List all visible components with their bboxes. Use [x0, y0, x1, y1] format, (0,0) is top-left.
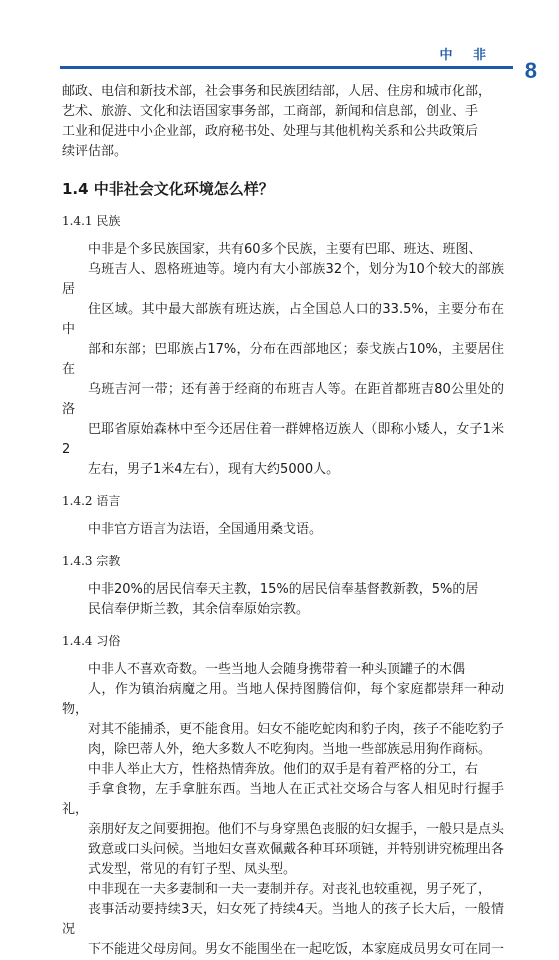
- header-rule: [60, 66, 513, 69]
- text-line: 式发型，常见的有钉子型、凤头型。: [88, 862, 297, 877]
- customs-paragraph-2: [62, 760, 504, 880]
- text-line: 乌班吉人、恩格班迪等。境内有大小部族32个，划分为10个较大的部族居: [62, 262, 504, 297]
- subsection-heading-customs: 1.4.4 习俗: [62, 634, 121, 648]
- text-line: 丧事活动要持续3天，妇女死了持续4天。当地人的孩子长大后，一般情况: [62, 902, 504, 937]
- text-line: 艺术、旅游、文化和法语国家事务部，工商部，新闻和信息部，创业、手: [62, 104, 479, 119]
- text-line: 乌班吉河一带；还有善于经商的布班吉人等。在距首都班吉80公里处的洛: [62, 382, 504, 417]
- text-line: 人，作为镇治病魔之用。当地人保持图腾信仰，每个家庭都崇拜一种动物，: [62, 682, 504, 717]
- religion-paragraph: [62, 580, 504, 620]
- text-line: 中非现在一夫多妻制和一夫一妻制并存。对丧礼也较重视，男子死了，: [88, 882, 492, 897]
- text-line: 工业和促进中小企业部，政府秘书处、处理与其他机构关系和公共政策后: [62, 124, 479, 139]
- customs-paragraph-1: [62, 660, 504, 760]
- running-title: 中 非: [439, 48, 494, 63]
- subsection-heading-language: 1.4.2 语言: [62, 494, 121, 508]
- customs-paragraph-3: [62, 880, 504, 960]
- text-line: 致意或口头问候。当地妇女喜欢佩戴各种耳环项链，并特别讲究梳理出各: [88, 842, 505, 857]
- intro-paragraph: [62, 82, 504, 162]
- text-line: 对其不能捕杀，更不能食用。妇女不能吃蛇肉和豹子肉，孩子不能吃豹子: [88, 722, 505, 737]
- text-line: 下不能进父母房间。男女不能围坐在一起吃饭，本家庭成员男女可在同一: [88, 942, 505, 957]
- text-line: 民信奉伊斯兰教，其余信奉原始宗教。: [88, 602, 310, 617]
- text-line: 邮政、电信和新技术部，社会事务和民族团结部，人居、住房和城市化部，: [62, 84, 492, 99]
- text-line: 手拿食物，左手拿脏东西。当地人在正式社交场合与客人相见时行握手礼，: [62, 782, 504, 817]
- text-line: 肉，除巴蒂人外，绝大多数人不吃狗肉。当地一些部族忌用狗作商标。: [88, 742, 492, 757]
- text-line: 续评估部。: [62, 144, 128, 159]
- subsection-heading-religion: 1.4.3 宗教: [62, 554, 121, 568]
- text-line: 中非人举止大方，性格热情奔放。他们的双手是有着严格的分工，右: [88, 762, 479, 777]
- ethnic-paragraph: [62, 240, 504, 480]
- page-number: 8: [524, 58, 537, 83]
- text-line: 亲朋好友之间要拥抱。他们不与身穿黑色丧服的妇女握手，一般只是点头: [88, 822, 505, 837]
- text-line: 中非人不喜欢奇数。一些当地人会随身携带着一种头顶罐子的木偶: [88, 662, 466, 677]
- subsection-heading-ethnic: 1.4.1 民族: [62, 214, 121, 228]
- text-line: 中非官方语言为法语，全国通用桑戈语。: [88, 522, 323, 537]
- language-paragraph: [62, 520, 504, 540]
- section-heading: 1.4 中非社会文化环境怎么样？: [62, 180, 274, 198]
- page-body: [62, 82, 504, 960]
- text-line: 部和东部；巴耶族占17%，分布在西部地区；泰戈族占10%，主要居住在: [62, 342, 504, 377]
- text-line: 中非是个多民族国家，共有60多个民族，主要有巴耶、班达、班图、: [88, 242, 482, 257]
- text-line: 巴耶省原始森林中至今还居住着一群婢格迈族人（即称小矮人，女子1米2: [62, 422, 504, 457]
- text-line: 住区域。其中最大部族有班达族，占全国总人口的33.5%，主要分布在中: [62, 302, 504, 337]
- text-line: 左右，男子1米4左右），现有大约5000人。: [88, 462, 340, 477]
- text-line: 中非20%的居民信奉天主教，15%的居民信奉基督教新教，5%的居: [88, 582, 479, 597]
